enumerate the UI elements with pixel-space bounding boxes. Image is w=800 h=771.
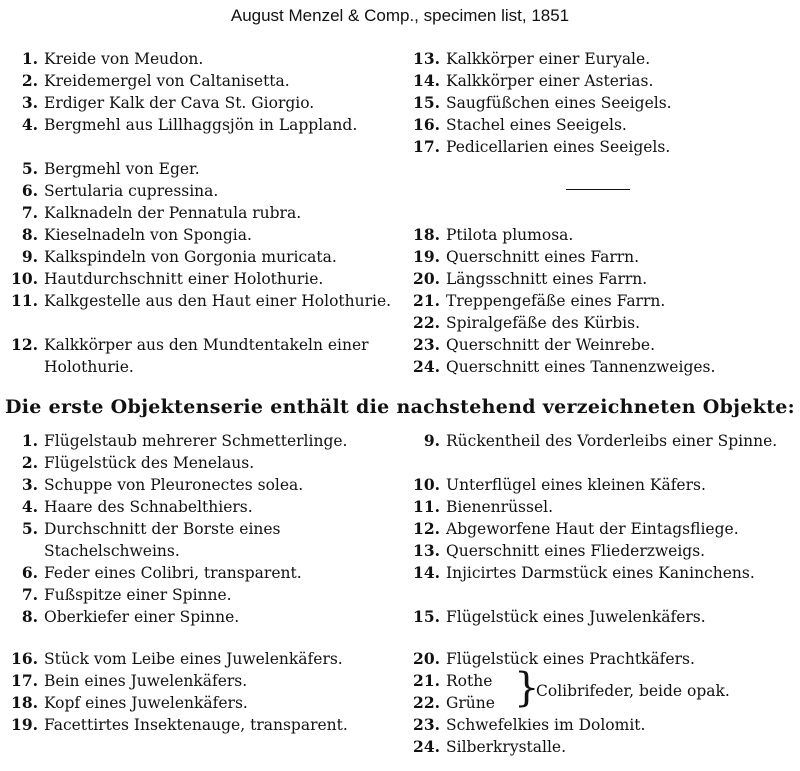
item-text: Schwefelkies im Dolomit. bbox=[446, 716, 646, 734]
item-number: 14. bbox=[413, 71, 440, 90]
list-item-21 bbox=[404, 670, 524, 692]
list-item-14 bbox=[404, 70, 794, 92]
item-text: Stück vom Leibe eines Juwelenkäfers. bbox=[44, 650, 343, 668]
item-number: 9. bbox=[423, 431, 440, 450]
item-number: 19. bbox=[11, 715, 38, 734]
item-text: Erdiger Kalk der Cava St. Giorgio. bbox=[44, 94, 315, 112]
item-text: Durchschnitt der Borste eines Stachelschweins. bbox=[44, 520, 281, 560]
item-number: 15. bbox=[413, 93, 440, 112]
item-number: 20. bbox=[413, 269, 440, 288]
item-text: Kalkspindeln von Gorgonia muricata. bbox=[44, 248, 337, 266]
brace-shared-text: Colibrifeder, beide opak. bbox=[536, 682, 730, 700]
item-number: 6. bbox=[21, 181, 38, 200]
item-text: Abgeworfene Haut der Eintagsfliege. bbox=[446, 520, 739, 538]
list-item-8 bbox=[2, 606, 394, 628]
item-text: Sertularia cupressina. bbox=[44, 182, 219, 200]
list-item-9 bbox=[404, 430, 794, 452]
item-number: 24. bbox=[413, 357, 440, 376]
curly-brace: } bbox=[514, 665, 540, 711]
item-number: 13. bbox=[413, 49, 440, 68]
item-number: 5. bbox=[21, 519, 38, 538]
list-item-13 bbox=[404, 540, 794, 562]
list-item-16 bbox=[2, 648, 394, 670]
item-number: 9. bbox=[21, 247, 38, 266]
list-item-2 bbox=[2, 70, 394, 92]
list-item-7 bbox=[2, 202, 394, 224]
item-text: Fußspitze einer Spinne. bbox=[44, 586, 232, 604]
item-number: 11. bbox=[11, 291, 38, 310]
item-number: 12. bbox=[11, 335, 38, 354]
item-text: Querschnitt der Weinrebe. bbox=[446, 336, 656, 354]
item-number: 22. bbox=[413, 693, 440, 712]
item-text: Haare des Schnabelthiers. bbox=[44, 498, 253, 516]
item-text: Hautdurchschnitt einer Holothurie. bbox=[44, 270, 324, 288]
item-number: 21. bbox=[413, 671, 440, 690]
list-item-13 bbox=[404, 48, 794, 70]
list-item-10 bbox=[404, 474, 794, 496]
item-text: Feder eines Colibri, transparent. bbox=[44, 564, 302, 582]
item-text: Oberkiefer einer Spinne. bbox=[44, 608, 240, 626]
item-text: Querschnitt eines Farrn. bbox=[446, 248, 640, 266]
list-item-20 bbox=[404, 268, 794, 290]
item-number: 3. bbox=[21, 93, 38, 112]
item-number: 14. bbox=[413, 563, 440, 582]
item-number: 22. bbox=[413, 313, 440, 332]
item-number: 13. bbox=[413, 541, 440, 560]
list-item-3 bbox=[2, 92, 394, 114]
item-number: 7. bbox=[21, 585, 38, 604]
series-heading: Die erste Objektenserie enthält die nachstehend verzeichneten Objekte: bbox=[5, 396, 795, 418]
list-item-19 bbox=[2, 714, 394, 736]
item-number: 1. bbox=[21, 431, 38, 450]
item-text: Kalkkörper einer Asterias. bbox=[446, 72, 654, 90]
list-item-8 bbox=[2, 224, 394, 246]
item-text: Schuppe von Pleuronectes solea. bbox=[44, 476, 304, 494]
list-item-18 bbox=[2, 692, 394, 714]
item-number: 19. bbox=[413, 247, 440, 266]
page-title: August Menzel & Comp., specimen list, 1851 bbox=[230, 6, 570, 25]
item-number: 5. bbox=[21, 159, 38, 178]
list-item-15 bbox=[404, 606, 794, 628]
item-text: Querschnitt eines Tannenzweiges. bbox=[446, 358, 716, 376]
item-text: Querschnitt eines Fliederzweigs. bbox=[446, 542, 706, 560]
list-item-23 bbox=[404, 334, 794, 356]
item-number: 11. bbox=[413, 497, 440, 516]
item-text: Kreidemergel von Caltanisetta. bbox=[44, 72, 290, 90]
item-number: 15. bbox=[413, 607, 440, 626]
item-number: 10. bbox=[413, 475, 440, 494]
item-text: Injicirtes Darmstück eines Kaninchens. bbox=[446, 564, 755, 582]
item-number: 8. bbox=[21, 225, 38, 244]
item-number: 17. bbox=[11, 671, 38, 690]
item-text: Kreide von Meudon. bbox=[44, 50, 204, 68]
item-text: Längsschnitt eines Farrn. bbox=[446, 270, 648, 288]
list-item-3 bbox=[2, 474, 394, 496]
list-item-12 bbox=[2, 334, 394, 378]
list-item-24 bbox=[404, 356, 794, 378]
item-number: 4. bbox=[21, 497, 38, 516]
item-text: Kalkkörper aus den Mundtentakeln einer Holothurie. bbox=[44, 336, 369, 376]
list-item-12 bbox=[404, 518, 794, 540]
list-item-17 bbox=[2, 670, 394, 692]
list-item-5 bbox=[2, 518, 394, 562]
list-item-6 bbox=[2, 562, 394, 584]
list-item-7 bbox=[2, 584, 394, 606]
item-text: Treppengefäße eines Farrn. bbox=[446, 292, 666, 310]
item-text: Stachel eines Seeigels. bbox=[446, 116, 627, 134]
list-item-19 bbox=[404, 246, 794, 268]
item-text: Ptilota plumosa. bbox=[446, 226, 574, 244]
item-number: 7. bbox=[21, 203, 38, 222]
list-item-6 bbox=[2, 180, 394, 202]
item-number: 24. bbox=[413, 737, 440, 756]
item-text: Kopf eines Juwelenkäfers. bbox=[44, 694, 248, 712]
item-number: 12. bbox=[413, 519, 440, 538]
item-number: 23. bbox=[413, 335, 440, 354]
item-text: Unterflügel eines kleinen Käfers. bbox=[446, 476, 706, 494]
item-number: 2. bbox=[21, 453, 38, 472]
item-text: Kieselnadeln von Spongia. bbox=[44, 226, 252, 244]
item-text: Kalknadeln der Pennatula rubra. bbox=[44, 204, 302, 222]
item-number: 2. bbox=[21, 71, 38, 90]
item-text: Spiralgefäße des Kürbis. bbox=[446, 314, 640, 332]
list-item-18 bbox=[404, 224, 794, 246]
item-text: Kalkkörper einer Euryale. bbox=[446, 50, 651, 68]
list-item-10 bbox=[2, 268, 394, 290]
list-item-15 bbox=[404, 92, 794, 114]
list-item-9 bbox=[2, 246, 394, 268]
item-text: Pedicellarien eines Seeigels. bbox=[446, 138, 671, 156]
list-item-14 bbox=[404, 562, 794, 584]
item-number: 16. bbox=[413, 115, 440, 134]
item-text: Flügelstaub mehrerer Schmetterlinge. bbox=[44, 432, 348, 450]
item-number: 23. bbox=[413, 715, 440, 734]
list-item-24 bbox=[404, 736, 794, 758]
item-number: 1. bbox=[21, 49, 38, 68]
list-item-16 bbox=[404, 114, 794, 136]
list-item-22 bbox=[404, 312, 794, 334]
item-text: Flügelstück des Menelaus. bbox=[44, 454, 255, 472]
item-text: Rückentheil des Vorderleibs einer Spinne. bbox=[446, 432, 778, 450]
item-number: 16. bbox=[11, 649, 38, 668]
item-text: Kalkgestelle aus den Haut einer Holothurie. bbox=[44, 292, 392, 310]
list-item-23 bbox=[404, 714, 794, 736]
list-item-11 bbox=[404, 496, 794, 518]
list-item-20 bbox=[404, 648, 794, 670]
item-text: Flügelstück eines Prachtkäfers. bbox=[446, 650, 695, 668]
section-divider-rule bbox=[566, 189, 630, 190]
list-item-1 bbox=[2, 430, 394, 452]
item-text: Flügelstück eines Juwelenkäfers. bbox=[446, 608, 706, 626]
item-text: Bergmehl aus Lillhaggsjön in Lappland. bbox=[44, 116, 358, 134]
item-text: Rothe bbox=[446, 672, 493, 690]
item-number: 21. bbox=[413, 291, 440, 310]
item-number: 17. bbox=[413, 137, 440, 156]
list-item-17 bbox=[404, 136, 794, 158]
item-number: 20. bbox=[413, 649, 440, 668]
item-number: 4. bbox=[21, 115, 38, 134]
item-text: Saugfüßchen eines Seeigels. bbox=[446, 94, 672, 112]
list-item-4 bbox=[2, 496, 394, 518]
item-text: Bein eines Juwelenkäfers. bbox=[44, 672, 248, 690]
list-item-22 bbox=[404, 692, 524, 714]
list-item-11 bbox=[2, 290, 394, 312]
item-text: Grüne bbox=[446, 694, 495, 712]
item-number: 18. bbox=[413, 225, 440, 244]
list-item-4 bbox=[2, 114, 394, 136]
item-text: Bergmehl von Eger. bbox=[44, 160, 200, 178]
item-number: 18. bbox=[11, 693, 38, 712]
item-text: Bienenrüssel. bbox=[446, 498, 554, 516]
item-text: Facettirtes Insektenauge, transparent. bbox=[44, 716, 348, 734]
item-text: Silberkrystalle. bbox=[446, 738, 567, 756]
item-number: 10. bbox=[11, 269, 38, 288]
item-number: 8. bbox=[21, 607, 38, 626]
list-item-2 bbox=[2, 452, 394, 474]
item-number: 3. bbox=[21, 475, 38, 494]
item-number: 6. bbox=[21, 563, 38, 582]
list-item-21 bbox=[404, 290, 794, 312]
list-item-5 bbox=[2, 158, 394, 180]
list-item-1 bbox=[2, 48, 394, 70]
